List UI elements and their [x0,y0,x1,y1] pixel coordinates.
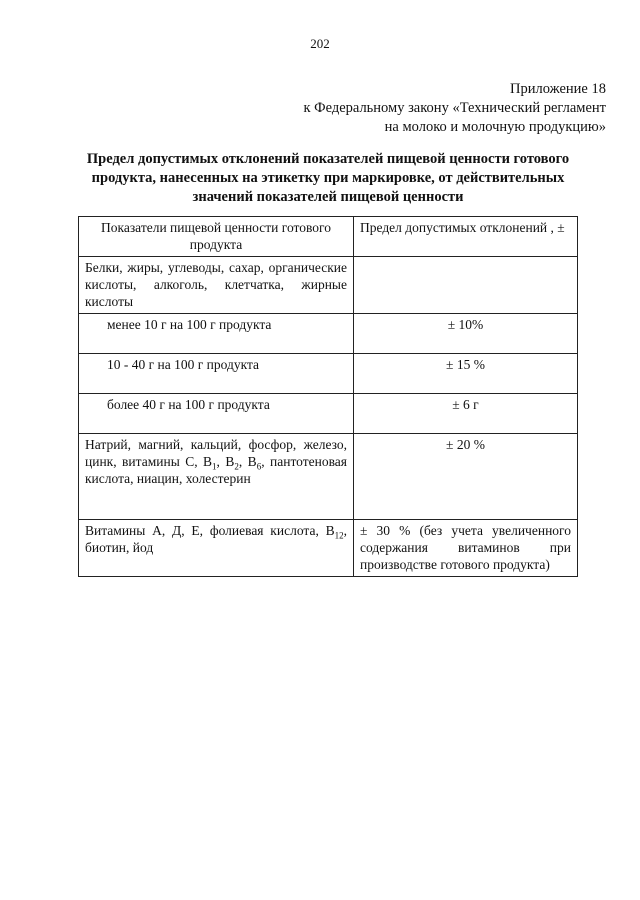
deviations-table [78,216,578,577]
header-limit: Предел допустимых отклонений , ± [354,217,578,257]
limit-cell: ± 15 % [354,354,578,394]
limit-cell: ± 30 % (без учета увеличенного содержания витаминов при производстве готового продукта) [354,520,578,577]
appendix-line-3: на молоко и молочную продукцию» [384,119,606,135]
header-indicator: Показатели пищевой ценности готового продукта [79,217,354,257]
title-line-2: продукта, нанесенных на этикетку при маркировке, от действительных [91,170,565,186]
appendix-line-2: к Федеральному закону «Технический регламент [303,100,606,116]
indicator-cell: Натрий, магний, кальций, фосфор, железо, цинк, витамины С, $В_1$, $В_2$, $В_6$, пантотеновая кислота, ниацин, холестерин [79,434,354,520]
indicator-cell: менее 10 г на 100 г продукта [79,314,354,354]
indicator-cell: Витамины А, Д, Е, фолиевая кислота, $В_{12}$, биотин, йод [79,520,354,577]
limit-cell: ± 10% [354,314,578,354]
appendix-header [303,80,606,137]
title-line-3: значений показателей пищевой ценности [192,189,464,205]
table-row [79,314,578,354]
limit-cell: ± 20 % [354,434,578,520]
table-row [79,520,578,577]
appendix-line-1: Приложение 18 [510,81,606,97]
indicator-cell: Белки, жиры, углеводы, сахар, органические кислоты, алкоголь, клетчатка, жирные кислоты [79,257,354,314]
table-row [79,394,578,434]
indicator-cell: 10 - 40 г на 100 г продукта [79,354,354,394]
indicator-cell: более 40 г на 100 г продукта [79,394,354,434]
title-line-1: Предел допустимых отклонений показателей пищевой ценности готового [86,151,570,167]
table-row [79,354,578,394]
page-number: 202 [310,36,330,51]
table-row [79,257,578,314]
table-header-row [79,217,578,257]
document-title [78,150,578,207]
limit-cell [354,257,578,314]
table-row [79,434,578,520]
limit-cell: ± 6 г [354,394,578,434]
